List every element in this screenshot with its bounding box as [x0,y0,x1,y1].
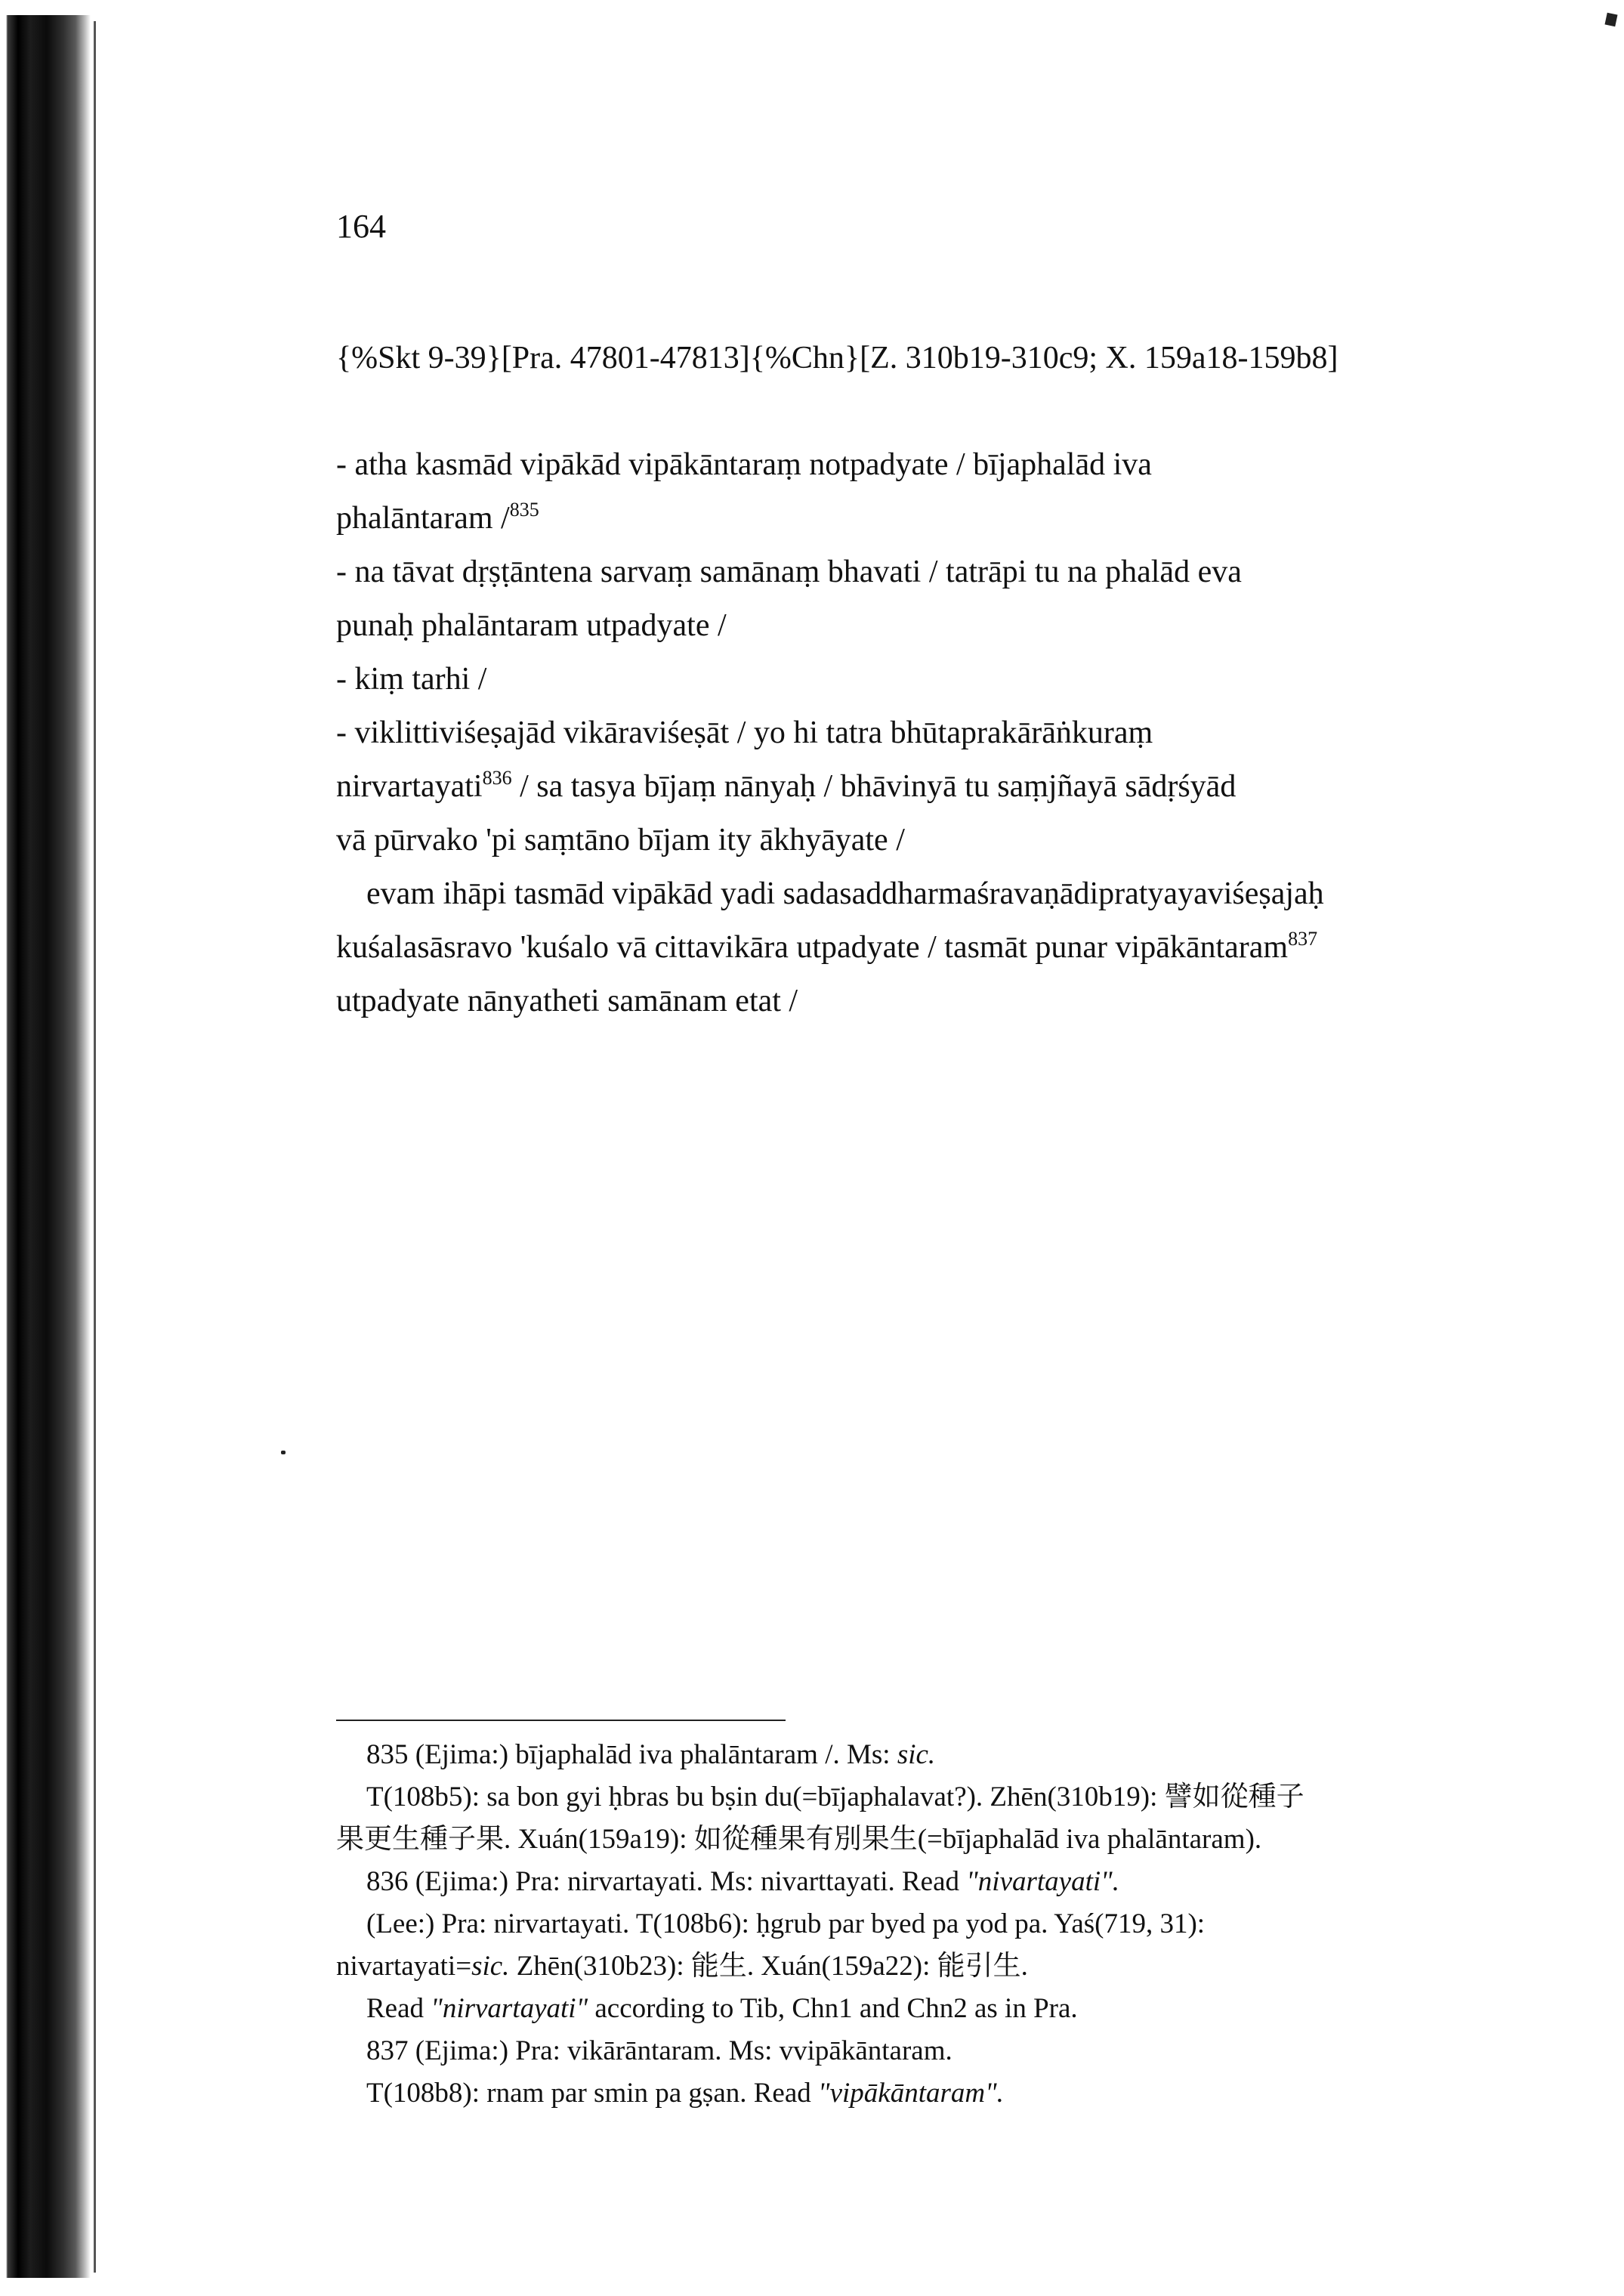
footnote-ref-835[interactable]: 835 [509,499,539,521]
footnote-836-read: Read "nirvartayati" according to Tib, Chn1 and Chn2 as in Pra. [366,1993,1078,2024]
text-line: - kiṃ tarhi / [336,662,487,697]
footnote-ref-836[interactable]: 836 [482,767,512,789]
text-line: evam ihāpi tasmād vipākād yadi sadasaddharmaśravaṇādipratyayaviśeṣajaḥ [366,876,1324,911]
text-line: vā pūrvako 'pi saṃtāno bījam ity ākhyāyate / [336,823,905,858]
footnote-835-chn: 果更生種子果. Xuán(159a19): 如從種果有別果生(=bījaphalād iva phalāntaram). [336,1824,1262,1855]
main-text [336,438,1409,1028]
text-line: utpadyate nānyatheti samānam etat / [336,984,798,1018]
text-line: punaḥ phalāntaram utpadyate / [336,608,727,643]
text-line: phalāntaram /$^{835}$ [336,499,539,536]
text-line: nirvartayati$^{836}$ / sa tasya bījaṃ nānyaḥ / bhāvinyā tu saṃjñayā sādṛśyād [336,767,1237,804]
scan-corner-mark [1604,13,1617,27]
scan-speck [281,1451,286,1454]
footnote-836: 836 (Ejima:) Pra: nirvartayati. Ms: nivarttayati. Read "nivartayati". [366,1866,1119,1897]
footnote-836-chn: nivartayati=sic. Zhēn(310b23): 能生. Xuán(159a22): 能引生. [336,1951,1028,1982]
footnote-835: 835 (Ejima:) bījaphalād iva phalāntaram /. Ms: sic. [366,1739,936,1770]
footnote-separator [336,1720,786,1721]
footnote-836-lee: (Lee:) Pra: nirvartayati. T(108b6): ḥgrub par byed pa yod pa. Yaś(719, 31): [366,1908,1206,1939]
footnote-ref-837[interactable]: 837 [1288,928,1318,950]
page-number: 164 [336,208,386,245]
footnotes [336,1734,1409,2115]
footnote-837-tib: T(108b8): rnam par smin pa gṣan. Read "vipākāntaram". [366,2078,1004,2109]
text-line: - viklittiviśeṣajād vikāraviśeṣāt / yo hi tatra bhūtaprakārāṅkuraṃ [336,715,1153,750]
source-reference: {%Skt 9-39}[Pra. 47801-47813]{%Chn}[Z. 310b19-310c9; X. 159a18-159b8] [336,341,1338,375]
text-line: kuśalasāsravo 'kuśalo vā cittavikāra utpadyate / tasmāt punar vipākāntaram$^{837}$ [336,928,1318,965]
footnote-835-tib: T(108b5): sa bon gyi ḥbras bu bṣin du(=bījaphalavat?). Zhēn(310b19): 譬如從種子 [366,1781,1304,1812]
footnote-837: 837 (Ejima:) Pra: vikārāntaram. Ms: vvipākāntaram. [366,2035,952,2066]
book-binding-shadow [0,15,91,2278]
text-line: - na tāvat dṛṣṭāntena sarvaṃ samānaṃ bhavati / tatrāpi tu na phalād eva [336,555,1242,589]
text-line: - atha kasmād vipākād vipākāntaraṃ notpadyate / bījaphalād iva [336,447,1152,482]
binding-edge [94,21,96,2273]
